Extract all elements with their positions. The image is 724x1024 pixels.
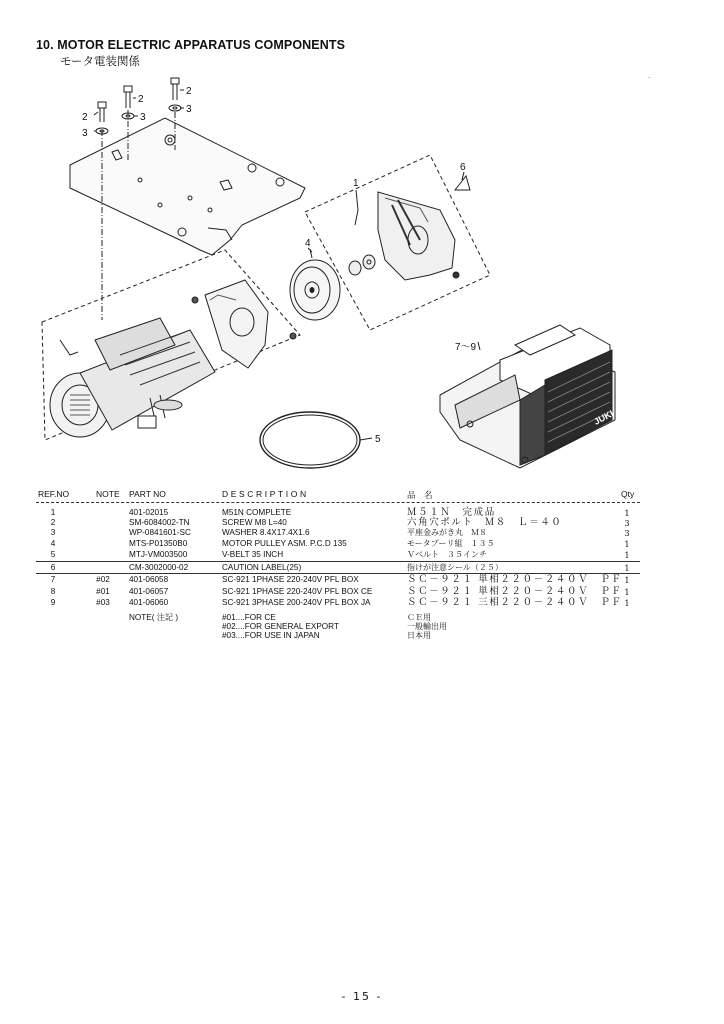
exploded-parts-diagram bbox=[0, 0, 724, 480]
screw-right bbox=[169, 78, 181, 111]
note-item-jp: ＣＥ用 bbox=[407, 613, 431, 622]
callout-screw-mid: 2 bbox=[138, 94, 144, 105]
callout-washer-mid: 3 bbox=[140, 112, 146, 123]
table-row: 9 #03 401-06060 SC-921 3PHASE 200-240V PFL BOX JA ＳＣ－９２１ 三相２２０－２４０Ｖ ＰＦ 1 bbox=[50, 597, 630, 608]
table-row: 3 WP-0841601-SC WASHER 8.4X17.4X1.6 平座金みがき丸 Ｍ８ 3 bbox=[50, 528, 630, 538]
motor-body bbox=[50, 318, 215, 437]
note-item: #03....FOR USE IN JAPAN bbox=[222, 631, 320, 640]
notes-list bbox=[222, 613, 339, 640]
note-item: #02....FOR GENERAL EXPORT bbox=[222, 622, 339, 631]
col-note: NOTE bbox=[96, 489, 120, 499]
col-name-jp: 品 名 bbox=[407, 491, 433, 501]
table-row: 7 #02 401-06058 SC-921 1PHASE 220-240V PFL BOX ＳＣ－９２１ 単相２２０－２４０Ｖ ＰＦ 1 bbox=[50, 574, 630, 585]
belt-cover bbox=[378, 192, 459, 280]
callout-washer-right: 3 bbox=[186, 104, 192, 115]
page-number: - 15 - bbox=[341, 990, 383, 1003]
stray-dot: . bbox=[648, 72, 651, 80]
callout-label: 6 bbox=[460, 162, 466, 173]
col-qty: Qty bbox=[621, 489, 635, 499]
table-row: 4 MTS-P01350B0 MOTOR PULLEY ASM. P.C.D 135 モータプーリ組 １３５ 1 bbox=[50, 539, 630, 549]
callout-motor-complete: 1 bbox=[353, 178, 359, 189]
note-item-jp: 日本用 bbox=[407, 631, 431, 640]
v-belt bbox=[260, 412, 360, 468]
note-item-jp: 一般輸出用 bbox=[407, 622, 447, 631]
pulley-nuts bbox=[349, 255, 375, 275]
callout-belt: 5 bbox=[375, 434, 381, 445]
col-description: DESCRIPTION bbox=[222, 489, 309, 499]
notes-list-jp bbox=[407, 613, 447, 640]
motor-pulley bbox=[290, 249, 340, 320]
callout-control-box: 7～9 bbox=[455, 342, 477, 353]
row-separator bbox=[36, 561, 640, 562]
callout-washer-left: 3 bbox=[82, 128, 88, 139]
col-ref-no: REF.NO bbox=[38, 489, 70, 499]
motor-mounting-plate bbox=[70, 118, 305, 255]
notes-label: NOTE( 注記 ) bbox=[129, 613, 179, 622]
callout-screw-left: 2 bbox=[82, 112, 88, 123]
table-row: 6 CM-3002000-02 CAUTION LABEL(25) 指けが注意シール（２５） 1 bbox=[50, 563, 630, 573]
note-item: #01....FOR CE bbox=[222, 613, 276, 622]
callout-pulley: 4 bbox=[305, 238, 311, 249]
table-row: 5 MTJ-VM003500 V-BELT 35 INCH Ｖベルト ３５インチ 1 bbox=[50, 550, 630, 560]
screw-left bbox=[96, 102, 108, 134]
table-row: 2 SM-6084002-TN SCREW M8 L=40 六角穴ボルト Ｍ８ Ｌ＝４０ 3 bbox=[50, 517, 630, 528]
table-row: 1 401-02015 M51N COMPLETE Ｍ５１Ｎ 完成品 1 bbox=[50, 507, 630, 518]
table-row: 8 #01 401-06057 SC-921 1PHASE 220-240V PFL BOX CE ＳＣ－９２１ 単相２２０－２４０Ｖ ＰＦ 1 bbox=[50, 586, 630, 597]
section-title: 10. MOTOR ELECTRIC APPARATUS COMPONENTS bbox=[36, 38, 346, 52]
callout-screw-right: 2 bbox=[186, 86, 192, 97]
col-part-no: PART NO bbox=[129, 489, 166, 499]
juki-logo: JUKI bbox=[592, 408, 616, 427]
section-subtitle-jp: モータ電装関係 bbox=[60, 54, 141, 68]
motor-fan-cover bbox=[192, 280, 296, 368]
header-rule bbox=[36, 502, 640, 503]
